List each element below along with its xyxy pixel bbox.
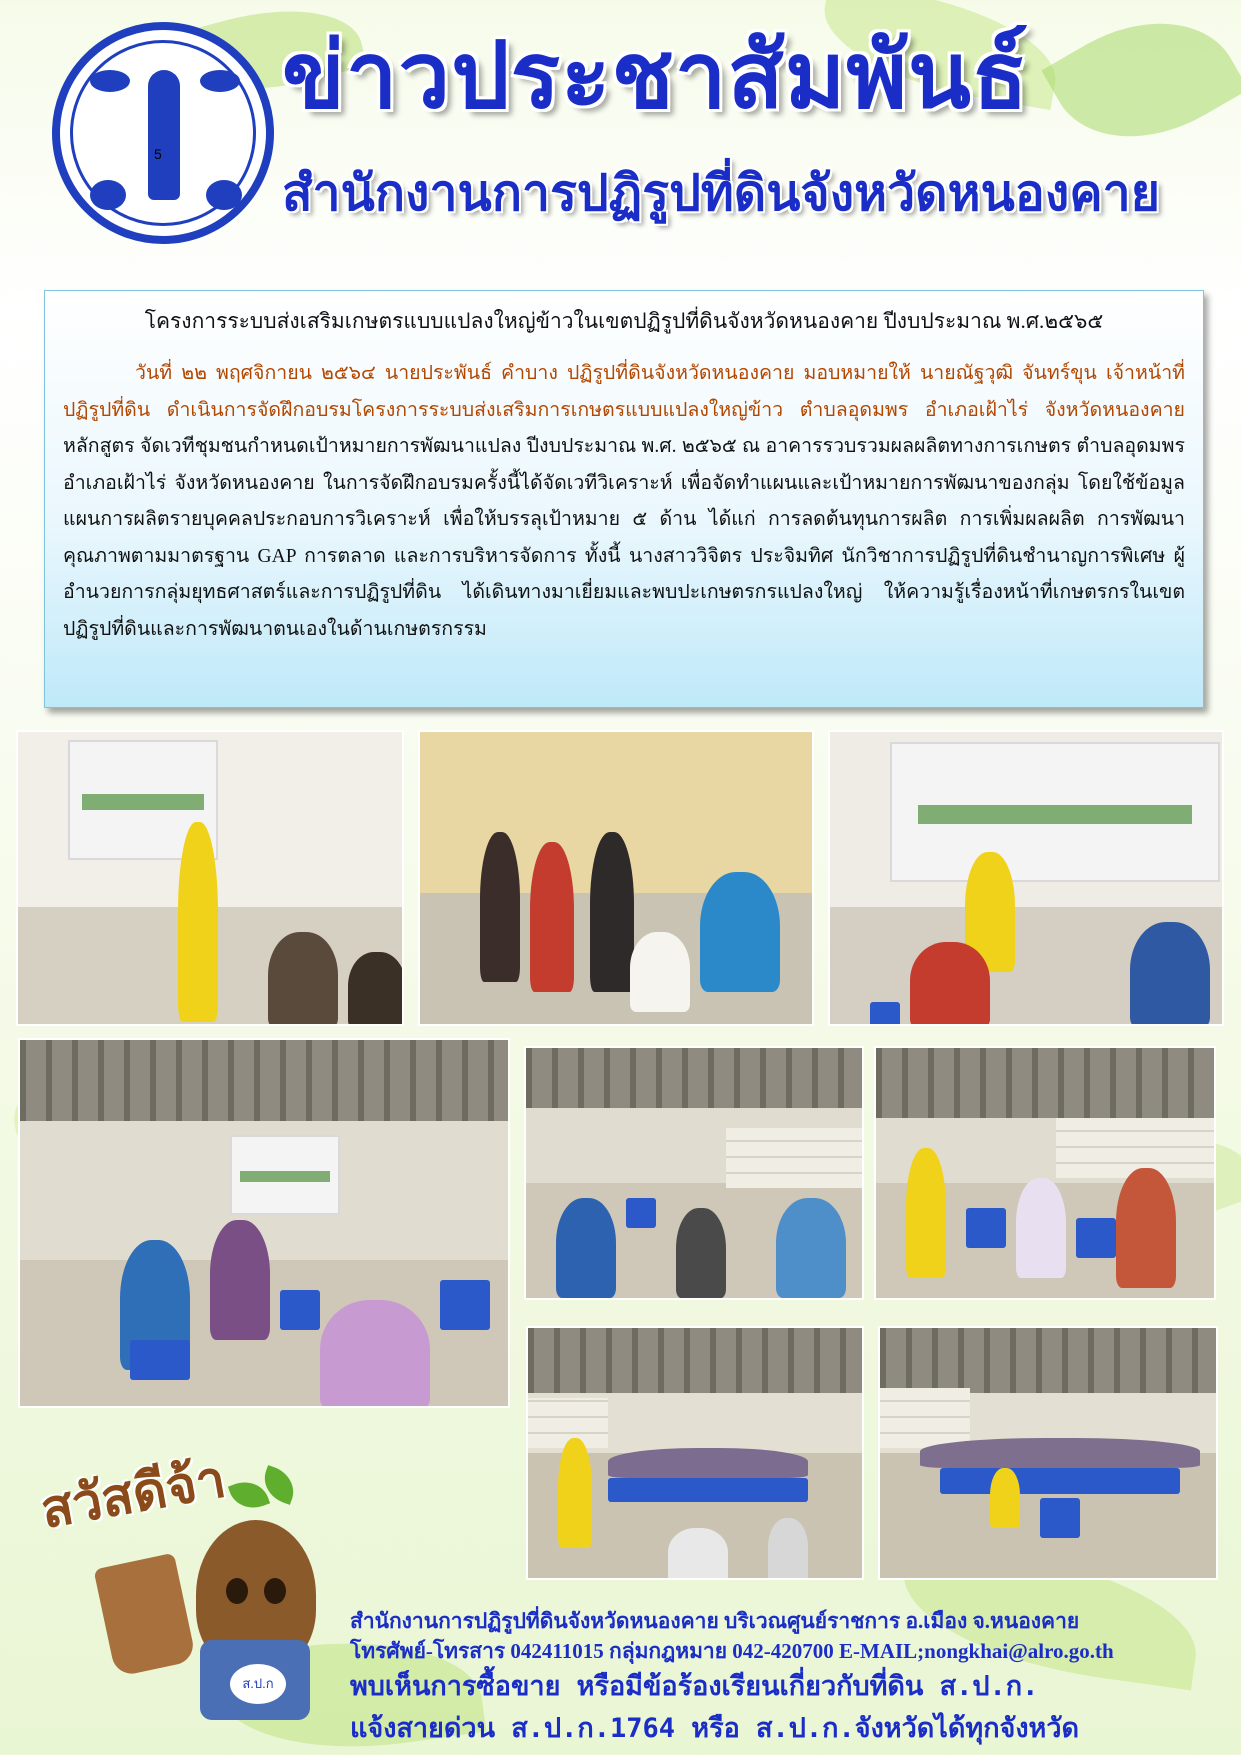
mascot-badge: ส.ป.ก bbox=[230, 1664, 286, 1704]
mascot-companion-pot bbox=[93, 1553, 196, 1678]
event-photo-presentation bbox=[828, 730, 1224, 1026]
footer-complaint-notice: พบเห็นการซื้อขาย หรือมีข้อร้องเรียนเกี่ยวกับที่ดิน ส.ป.ก. bbox=[350, 1671, 1039, 1702]
mascot-eye bbox=[264, 1578, 286, 1604]
footer-address: สำนักงานการปฏิรูปที่ดินจังหวัดหนองคาย บริเวณศูนย์ราชการ อ.เมือง จ.หนองคาย bbox=[350, 1609, 1080, 1633]
event-photo-warehouse-right bbox=[874, 1046, 1216, 1300]
page-subtitle: สำนักงานการปฏิรูปที่ดินจังหวัดหนองคาย bbox=[282, 164, 1161, 222]
mascot-eye bbox=[226, 1578, 248, 1604]
seal-farmer-motif bbox=[206, 180, 242, 210]
news-box bbox=[44, 290, 1204, 708]
event-photo-registration bbox=[418, 730, 814, 1026]
news-body-rest: หลักสูตร จัดเวทีชุมชนกำหนดเป้าหมายการพัฒนาแปลง ปีงบประมาณ พ.ศ. ๒๕๖๕ ณ อาคารรวบรวมผลผลิตทางการเกษตร ตำบลอุดมพรอำเภอเฝ้าไร่ จังหวัดหนองคาย ในการจัดฝึกอบรมครั้งนี้ได้จัดเวทีวิเคราะห์ เพื่อจัดทำแผนและเป้าหมายการพัฒนาของกลุ่ม โดยใช้ข้อมูลแผนการผลิตรายบุคคลประกอบการวิเคราะห์ เพื่อให้บรรลุเป้าหมาย ๕ ด้าน ได้แก่ การลดต้นทุนการผลิต การเพิ่มผลผลิต การพัฒนาคุณภาพตามมาตรฐาน GAP การตลาด และการบริหารจัดการ ทั้งนี้ นางสาววิจิตร ประจิมทิศ นักวิชาการปฏิรูปที่ดินชำนาญการพิเศษ ผู้อำนวยการกลุ่มยุทธศาสตร์และการปฏิรูปที่ดิน ได้เดินทางมาเยี่ยมและพบปะเกษตรกรแปลงใหญ่ ให้ความรู้เรื่องหน้าที่เกษตรกรในเขตปฏิรูปที่ดินและการพัฒนาตนเองในด้านเกษตรกรรม bbox=[63, 436, 1185, 640]
alro-seal-logo bbox=[52, 22, 274, 244]
seal-deity-figure bbox=[148, 70, 180, 200]
event-photo-speaker bbox=[16, 730, 404, 1026]
footer-contact bbox=[350, 1606, 1230, 1750]
page-number: 5 bbox=[154, 146, 162, 162]
event-photo-warehouse-left bbox=[524, 1046, 864, 1300]
news-body-lead: วันที่ ๒๒ พฤศจิกายน ๒๕๖๔ นายประพันธ์ คำบาง ปฏิรูปที่ดินจังหวัดหนองคาย มอบหมายให้ นายณัฐวุฒิ จันทร์ขุน เจ้าหน้าที่ปฏิรูปที่ดิน ดำเนินการจัดฝึกอบรมโครงการระบบส่งเสริมการเกษตรแบบแปลงใหญ่ข้าว ตำบลอุดมพร อำเภอเฝ้าไร่ จังหวัดหนองคาย bbox=[63, 363, 1185, 421]
seal-cloud-motif bbox=[90, 70, 130, 92]
seal-cloud-motif bbox=[200, 70, 240, 92]
footer-phone-email: โทรศัพย์-โทรสาร 042411015 กลุ่มกฎหมาย 042-420700 E-MAIL;nongkhai@alro.go.th bbox=[350, 1639, 1114, 1663]
page-title: ข่าวประชาสัมพันธ์ bbox=[282, 22, 1030, 129]
news-headline: โครงการระบบส่งเสริมเกษตรแบบแปลงใหญ่ข้าวในเขตปฏิรูปที่ดินจังหวัดหนองคาย ปีงบประมาณ พ.ศ.๒๕๖๕ bbox=[144, 309, 1104, 333]
news-body bbox=[63, 356, 1185, 648]
footer-hotline: แจ้งสายด่วน ส.ป.ก.1764 หรือ ส.ป.ก.จังหวัดได้ทุกจังหวัด bbox=[350, 1713, 1080, 1744]
event-photo-seated-group bbox=[526, 1326, 864, 1580]
event-photo-hall-wide bbox=[878, 1326, 1218, 1580]
mascot-greeting: สวัสดีจ้า bbox=[36, 1449, 231, 1541]
event-photo-audience bbox=[18, 1038, 510, 1408]
seal-farmer-motif bbox=[90, 180, 126, 210]
